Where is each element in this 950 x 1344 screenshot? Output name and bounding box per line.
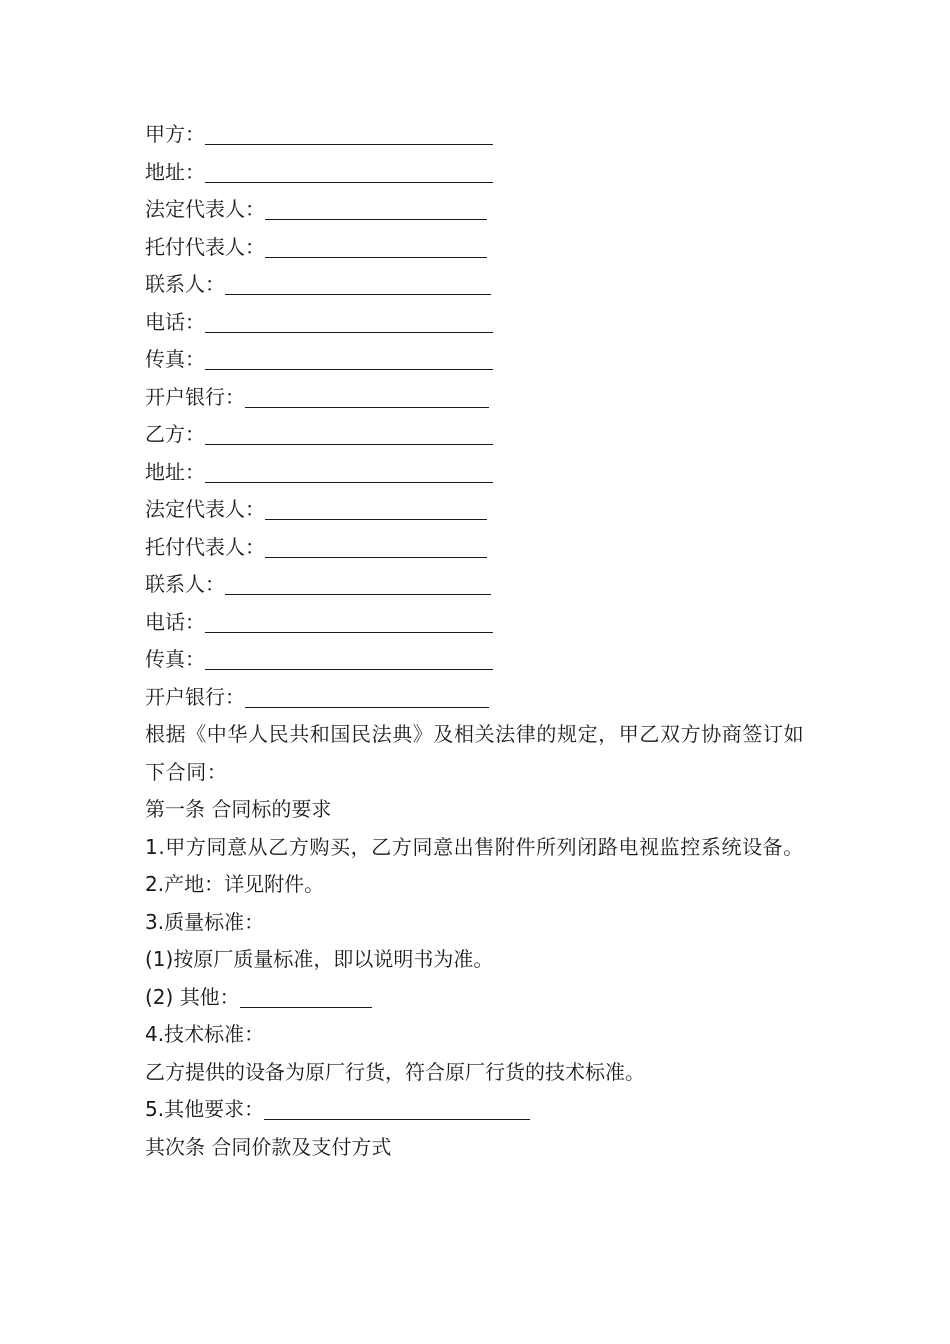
article-1-item-3: 3.质量标准： — [145, 909, 265, 934]
party-a-address-label: 地址： — [145, 159, 205, 184]
party-a-phone-blank[interactable] — [205, 310, 493, 333]
article-1-item-2: 2.产地：详见附件。 — [145, 872, 325, 896]
party-a-address-line — [145, 154, 815, 192]
party-b-contact-label: 联系人： — [145, 572, 225, 596]
party-b-name-label: 乙方： — [145, 422, 205, 446]
party-b-legal-rep-blank[interactable] — [265, 497, 487, 520]
party-a-fax-blank[interactable] — [205, 347, 493, 370]
party-b-bank-line — [145, 679, 815, 717]
party-b-legal-rep-line — [145, 491, 815, 529]
party-a-agent-blank[interactable] — [265, 235, 487, 258]
party-b-name-blank[interactable] — [205, 422, 493, 445]
article-1-item-5-blank[interactable] — [264, 1097, 530, 1120]
article-1-item-4-text: 乙方提供的设备为原厂行货，符合原厂行货的技术标准。 — [145, 1059, 645, 1084]
party-b-bank-label: 开户银行： — [145, 684, 245, 709]
party-a-address-blank[interactable] — [205, 160, 493, 183]
party-a-fax-line — [145, 341, 815, 379]
party-b-agent-line — [145, 529, 815, 567]
party-b-bank-blank[interactable] — [245, 685, 489, 708]
party-b-phone-label: 电话： — [145, 609, 205, 634]
party-b-agent-label: 托付代表人： — [145, 534, 265, 559]
party-a-bank-line — [145, 379, 815, 417]
party-b-fax-blank[interactable] — [205, 647, 493, 670]
party-b-name-line — [145, 416, 815, 454]
article-1-item-3-2-line — [145, 979, 815, 1017]
article-1-item-3-2-label: (2) 其他： — [145, 984, 240, 1009]
party-a-legal-rep-blank[interactable] — [265, 197, 487, 220]
party-a-phone-label: 电话： — [145, 309, 205, 334]
party-b-address-line — [145, 454, 815, 492]
party-b-contact-blank[interactable] — [225, 572, 491, 595]
party-a-agent-line — [145, 229, 815, 267]
party-a-legal-rep-label: 法定代表人： — [145, 197, 265, 221]
party-b-address-blank[interactable] — [205, 460, 493, 483]
party-a-legal-rep-line — [145, 191, 815, 229]
party-b-fax-label: 传真： — [145, 647, 205, 671]
party-a-name-blank[interactable] — [205, 122, 493, 145]
party-b-phone-blank[interactable] — [205, 610, 493, 633]
party-b-phone-line — [145, 604, 815, 642]
party-a-name-label: 甲方： — [145, 122, 205, 146]
party-a-contact-line — [145, 266, 815, 304]
article-1-item-5-label: 5.其他要求： — [145, 1097, 265, 1121]
article-1-item-1: 1.甲方同意从乙方购买，乙方同意出售附件所列闭路电视监控系统设备。 — [145, 834, 804, 859]
party-b-legal-rep-label: 法定代表人： — [145, 497, 265, 521]
article-1-item-5-line — [145, 1091, 815, 1129]
party-a-contact-label: 联系人： — [145, 272, 225, 296]
party-b-contact-line — [145, 566, 815, 604]
party-a-contact-blank[interactable] — [225, 272, 491, 295]
party-a-fax-label: 传真： — [145, 347, 205, 371]
article-1-item-3-1: (1)按原厂质量标准，即以说明书为准。 — [145, 947, 494, 971]
article-1-item-3-2-blank[interactable] — [240, 985, 372, 1008]
article-1-title: 第一条 合同标的要求 — [145, 797, 332, 821]
party-b-fax-line — [145, 641, 815, 679]
contract-body — [145, 116, 815, 1166]
party-a-agent-label: 托付代表人： — [145, 234, 265, 259]
party-b-address-label: 地址： — [145, 459, 205, 484]
article-2-title: 其次条 合同价款及支付方式 — [145, 1134, 392, 1159]
party-a-bank-blank[interactable] — [245, 385, 489, 408]
party-a-bank-label: 开户银行： — [145, 384, 245, 409]
article-1-item-4: 4.技术标准： — [145, 1022, 265, 1046]
party-a-name-line — [145, 116, 815, 154]
party-a-phone-line — [145, 304, 815, 342]
intro-paragraph: 根据《中华人民共和国民法典》及相关法律的规定，甲乙双方协商签订如下合同： — [145, 722, 805, 784]
party-b-agent-blank[interactable] — [265, 535, 487, 558]
